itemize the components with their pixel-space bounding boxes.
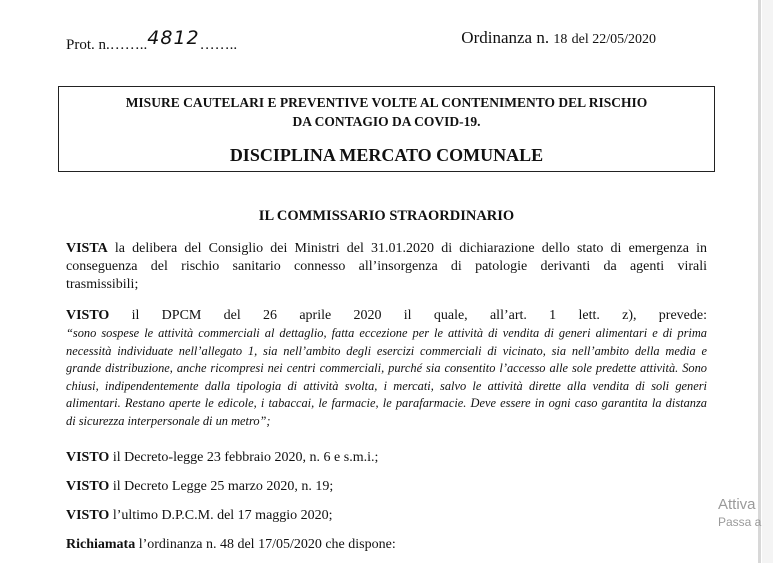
paragraph-visto-decreto [66,449,707,467]
paragraph-keyword: Richiamata [66,537,136,552]
document-title: DISCIPLINA MERCATO COMUNALE [229,145,544,165]
paragraph-text: trasmissibili; [66,277,139,292]
issuer-heading: IL COMMISSARIO STRAORDINARIO [258,208,515,224]
subject-line-1: MISURE CAUTELARI E PREVENTIVE VOLTE AL CONTENIMENTO DEL RISCHIO [125,95,648,110]
page-edge [758,0,761,563]
subject-line-2: DA CONTAGIO DA COVID-19. [292,114,481,129]
ordinance-number: 18 [553,32,568,47]
quote-line: grande distribuzione, anche ricompresi nei centri commerciali, purché sia consentito l’accesso alle sole predette attività. Sono [66,361,707,376]
activation-watermark [718,496,761,529]
watermark-line-2: Passa a [718,515,762,529]
ordinance-reference [461,28,656,48]
watermark-line-1: Attiva [718,496,756,513]
document-header [66,24,656,52]
paragraph-text: conseguenza del rischio sanitario connesso all’insorgenza di patologie derivanti da agenti virali [66,259,707,274]
quoted-text [66,325,707,431]
paragraph-richiamata [66,536,707,554]
quote-line: di sicurezza interpersonale di un metro”; [66,413,271,428]
paragraph-text: l’ordinanza n. 48 del 17/05/2020 che dispone: [135,537,396,552]
paragraph-keyword: VISTO [66,450,110,465]
paragraph-text: il Decreto Legge 25 marzo 2020, n. 19; [109,479,334,494]
quote-line: alimentari. Restano aperte le edicole, i tabaccai, le farmacie, le parafarmacie. Deve essere in ogni caso garantita la distanza [66,396,707,411]
title-box [58,86,715,172]
paragraph-vista [66,240,707,294]
paragraph-visto-decreto-legge [66,478,707,496]
paragraph-visto-dpcm [66,307,707,431]
paragraph-text: l’ultimo D.P.C.M. del 17 maggio 2020; [109,508,333,523]
paragraph-keyword: VISTA [66,241,108,256]
paragraph-text: la delibera del Consiglio dei Ministri del 31.01.2020 di dichiarazione dello stato di emergenza in [107,241,707,256]
paragraph-keyword: VISTO [66,508,110,523]
paragraph-keyword: VISTO [66,479,110,494]
quote-line: “sono sospese le attività commerciali al dettaglio, fatta eccezione per le attività di vendita di generi alimentari e di prima [66,326,707,340]
protocol-dots: …….. [199,37,238,53]
protocol-number [66,27,238,54]
protocol-label: Prot. n. [66,37,110,53]
protocol-dots: …….. [109,37,148,53]
paragraph-visto-dpcm-maggio [66,507,707,525]
paragraph-text: il Decreto-legge 23 febbraio 2020, n. 6 e s.m.i.; [109,450,379,465]
window-edge [762,0,773,563]
protocol-handwritten-number: 4812 [147,27,200,49]
ordinance-label: Ordinanza n. [461,28,550,47]
paragraph-keyword: VISTO [66,308,110,323]
quote-line: necessità individuate nell’allegato 1, sia nell’ambito degli esercizi commerciali di vicinato, sia nell’ambito della media e [66,343,707,358]
ordinance-date: del 22/05/2020 [571,32,656,47]
quote-line: chiusi, indipendentemente dalla tipologia di attività svolta, i mercati, salvo le attività dirette alla vendita di soli generi [66,378,707,393]
paragraph-text: il DPCM del 26 aprile 2020 il quale, all’art. 1 lett. z), prevede: [109,308,707,323]
